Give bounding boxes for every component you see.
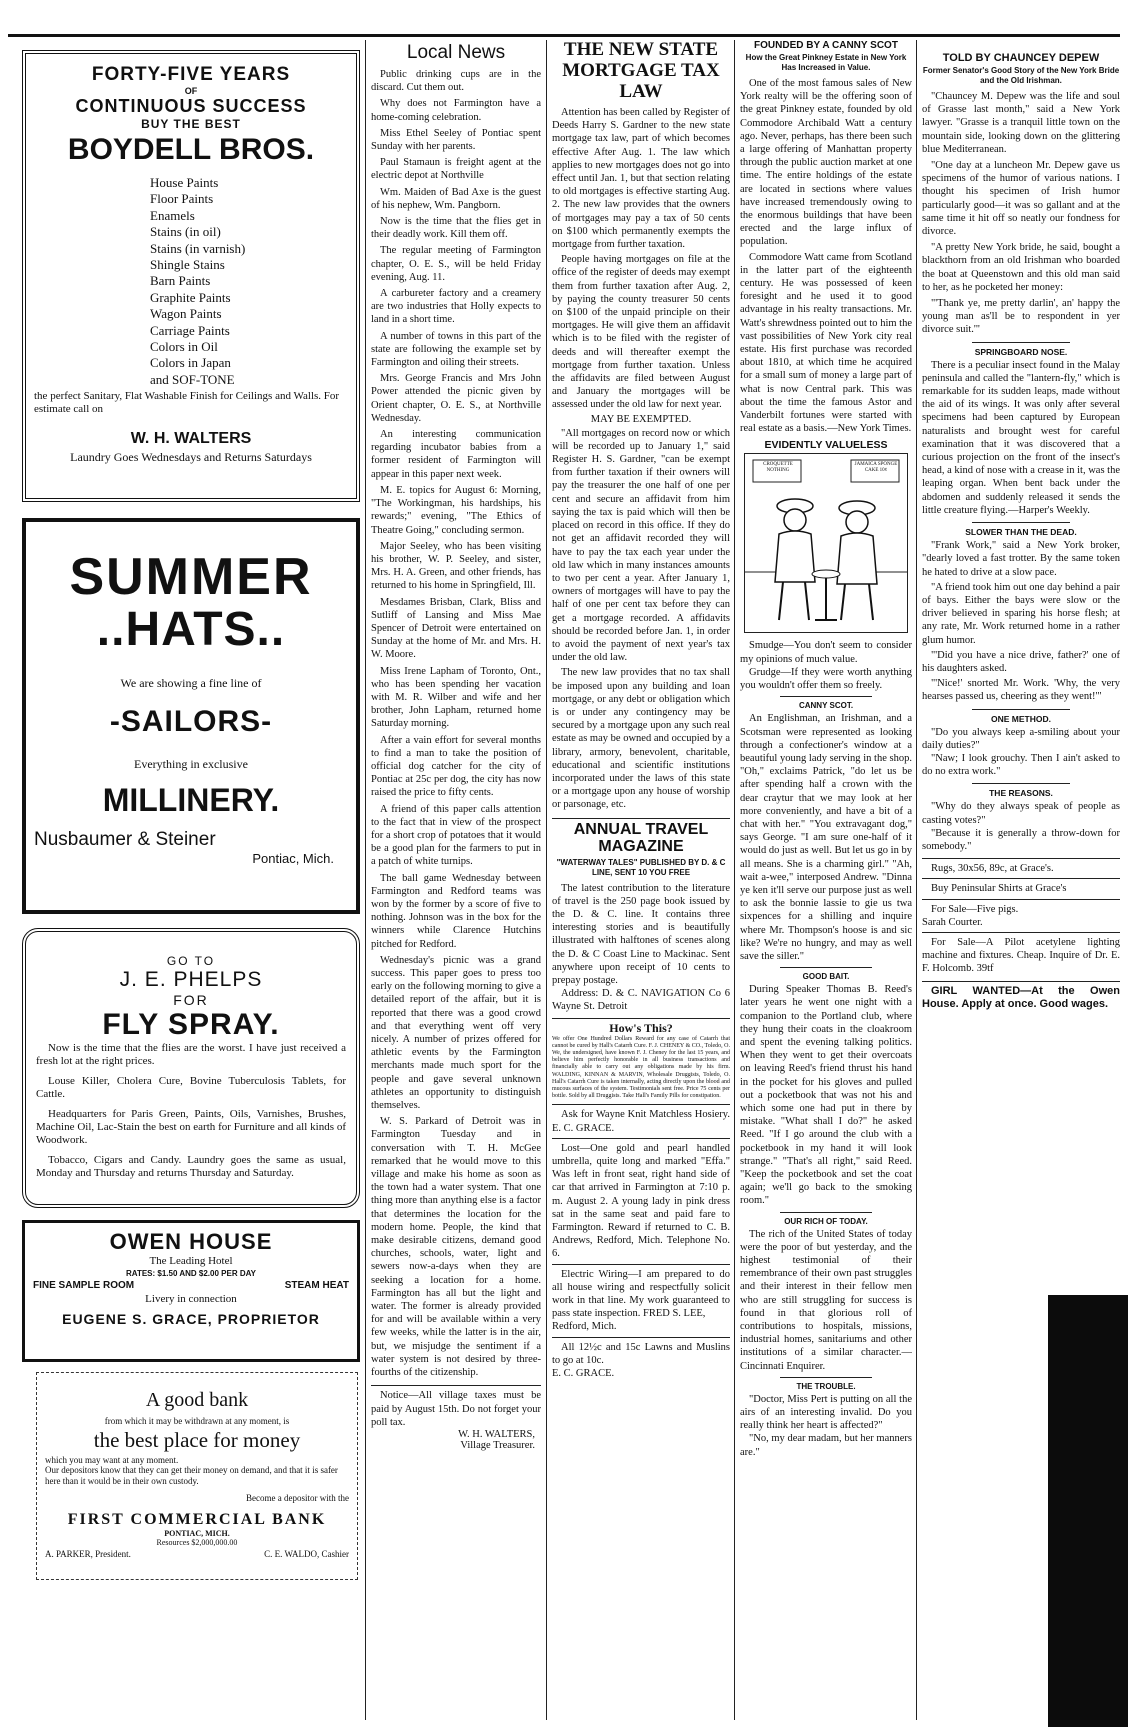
- classified-ad: For Sale—Five pigs. Sarah Courter.: [922, 903, 1019, 928]
- classified-ad: Lost—One gold and pearl handled umbrella, quite long and marked "Effa." Was left in front seat, right hand side of car that arrived in Farmington at 7:10 p. m. August 2. A young lady in pink dress sat in the same seat and paid fare to Farmington. Reward if returned to C. B. Andrews, Redford, Mich. Telephone No. 6.: [552, 1142, 730, 1260]
- article-paragraph: W. S. Parkard of Detroit was in Farmington Tuesday and in conversation with T. H. McGee remarked that he would move to this village and make his home as soon as the town had a water system. That one thing more than anything else is a factor that determines the location for the modern home. People, the kind that make desirable citizens, demand good churches, schools, water, light and sewers now-a-days when they are seeking a location for a home. Farmington has all but the light and water. The former is already provided for and will be available within a very few weeks, while the latter is in the air, but, we misjudge the sentiment if a water system is not desired by three-fourths of the citizenship.: [371, 1116, 541, 1379]
- ad-feature: STEAM HEAT: [284, 1280, 349, 1291]
- local-news-column: [371, 40, 541, 1451]
- article-paragraph: The regular meeting of Farmington chapter, O. E. S., will be held Friday evening, Aug. 11.: [371, 245, 541, 283]
- article-paragraph: Major Seeley, who has been visiting his brother, W. P. Seeley, and sister, Mrs. H. A. Green, and other friends, has returned to his home in Springfield, Ill.: [371, 540, 541, 592]
- article-paragraph: A friend of this paper calls attention to the fact that in view of the prospect for a short crop of potatoes that it would be a good plan for the farmers to put in a patch of white turnips.: [371, 803, 541, 868]
- ad-headline: OWEN HOUSE: [109, 1229, 273, 1254]
- article-body: [740, 77, 912, 435]
- ad-text: from which it may be withdrawn at any moment, is: [104, 1416, 290, 1426]
- list-item: Colors in Japan: [150, 355, 231, 371]
- list-item: Floor Paints: [150, 191, 214, 207]
- cartoon-illustration: [745, 454, 907, 630]
- article-paragraph: "'Thank ye, me pretty darlin', an' happy the young man as'll be to respondent in yer divorce suit.'": [922, 298, 1120, 336]
- article-paragraph: "Why do they always speak of people as casting votes?": [922, 801, 1120, 826]
- classified-ad: Buy Peninsular Shirts at Grace's: [931, 883, 1067, 895]
- list-item: Shingle Stains: [150, 257, 225, 273]
- ad-headline: -SAILORS-: [109, 705, 273, 738]
- dark-scan-area: [1048, 1295, 1128, 1727]
- article-paragraph: "A friend took him out one day behind a pair of bays. Either the bays were slow or the driver believed in sparing his horse flesh; at any rate, Mr. Work returned home in a rather glum humor.: [922, 581, 1120, 646]
- article-headline: GOOD BAIT.: [802, 972, 850, 982]
- article-headline: FOUNDED BY A CANNY SCOT: [754, 40, 898, 51]
- notice-signature: Village Treasurer.: [460, 1439, 535, 1451]
- depew-column: [922, 40, 1120, 1012]
- bank-ad: [36, 1372, 358, 1580]
- article-paragraph: "Chauncey M. Depew was the life and soul of Grasse last month," said a New York lawyer. "Grasse is a tranquil little town on the mountain side, looking down on the glittering blue Mediterranean.: [922, 91, 1120, 155]
- product-list: [34, 175, 348, 388]
- classifieds: [552, 1104, 730, 1380]
- ad-features: [33, 1280, 349, 1291]
- article-paragraph: Smudge—You don't seem to consider my opinions of much value.: [740, 640, 912, 665]
- bank-name: FIRST COMMERCIAL BANK: [67, 1511, 327, 1528]
- article-paragraph: Miss Ethel Seeley of Pontiac spent Sunday with her parents.: [371, 127, 541, 153]
- article-body: [552, 106, 730, 412]
- ad-headline: FORTY-FIVE YEARS: [91, 64, 291, 85]
- ad-headline: BUY THE BEST: [141, 117, 241, 131]
- column-rule: [546, 40, 547, 1720]
- article-paragraph: The latest contribution to the literature of travel is the 250 page book issued by the D. & C. line. It contains three interesting stories and is beautifully illustrated with halftones of scenes along the D. & C Coast Line to Mackinac. Sent anywhere upon receipt of 10 cents to prepay postage.: [552, 882, 730, 986]
- article-headline: MAGAZINE: [598, 837, 684, 855]
- firm-name: Nusbaumer & Steiner: [34, 829, 216, 850]
- article-paragraph: Commodore Watt came from Scotland in the latter part of the eighteenth century. He was possessed of keen foresight and he used it to good advantage in his realty transactions. Mr. Watt's shrewdness pointed out to him the vast possibilities of New York city real estate. His first purchase was recorded about 1810, at which time he acquired for a small sum of money a large part of what is now Central park. This was about the time the famous Astor and Vanderbilt fortunes were started with real estate as a basis.—New York Times.: [740, 251, 912, 435]
- ad-text: Now is the time that the flies are the worst. I have just received a fresh lot at the right prices.: [36, 1042, 346, 1068]
- classified-ad: Rugs, 30x56, 89c, at Grace's.: [931, 863, 1054, 875]
- article-paragraph: The rich of the United States of today were the poor of but yesterday, and the highest testimonial of their remembrance of their own past struggles and their interest in their fellow men who are still struggling for success is found in that glorious roll of contributions to hospitals, missions, industrial homes, sanitariums and other institutions of a similar character.—Cincinnati Enquirer.: [740, 1228, 912, 1372]
- section-title: Local News: [406, 42, 506, 63]
- article-paragraph: Mrs. George Francis and Mrs John Power attended the picnic given by Orient chapter, O. E. S., at Northville Wednesday.: [371, 373, 541, 424]
- article-paragraph: During Speaker Thomas B. Reed's later years he went one night with a companion to the Portland club, where they hung their coats in the cloakroom and spent the evening talking politics. When they went to get their overcoats on leaving Reed's friend thrust his hand in the pocket for his gloves and pulled out a pocketbook that was not his and which some one had put in there by mistake. "What shall I do?" he asked Reed. "If I go around the club with a pocketbook in my hand it will look strange." "That's all right," said Reed. "Keep the pocketbook and set the coat again; we'll go back to the smoking room.": [740, 984, 912, 1207]
- article-headline: SLOWER THAN THE DEAD.: [965, 527, 1077, 538]
- article-paragraph: "All mortgages on record now or which will be recorded up to January 1," said Register H. S. Gardner, "can be exempt from further taxation if their owners will pay the treasurer the one half of one per cent and secure an affidavit from him saying the tax is paid which will then be placed on record in this office. If they do not get an affidavit recorded they will have to pay the tax each year under the old law which in many instances amounts to two per cent a year. After January 1, owners of mortgages will have to pay the half of one per cent tax before they can get a mortgage recorded. A affidavits should be recorded before Jan. 1, in order to avoid the payment of next year's tax under the old law.: [552, 427, 730, 664]
- ad-headline: MILLINERY.: [102, 782, 280, 818]
- notice-signature: W. H. WALTERS,: [458, 1428, 535, 1440]
- mortgage-column: [552, 40, 730, 1380]
- article-headline: THE NEW STATE: [563, 40, 719, 60]
- notice: Notice—All village taxes must be paid by August 15th. Do not forget your poll tax.: [371, 1390, 541, 1428]
- article-paragraph: Wednesday's picnic was a grand success. This paper goes to press too early on the following morning to give a detailed report of the affair, but it is reported that there was a good crowd and that everything went off very nicely. A number of prizes offered for athletic events by the Farmington merchants made much sport for the people and gave several unknown athletes an opportunity to distinguish themselves.: [371, 954, 541, 1112]
- list-item: Wagon Paints: [150, 306, 222, 322]
- ad-headline: J. E. PHELPS: [119, 968, 263, 991]
- canny-scot-column: [740, 40, 912, 1459]
- article-paragraph: We offer One Hundred Dollars Reward for any case of Catarrh that cannot be cured by Hall's Catarrh Cure. F. J. CHENEY & CO., Toledo, O. We, the undersigned, have known F. J. Cheney for the last 15 years, and believe him perfectly honorable in all business transactions and financially able to carry out any obligations made by his firm. WALDING, KINNAN & MARVIN, Wholesale Druggists, Toledo, O. Hall's Catarrh Cure is taken internally, acting directly upon the blood and mucous surfaces of the system. Testimonials sent free. Price 75 cents per bottle. Sold by all Druggists. Take Hall's Family Pills for constipation.: [552, 1035, 730, 1100]
- article-headline: How's This?: [609, 1020, 673, 1035]
- article-paragraph: "'Did you have a nice drive, father?' one of his daughters asked.: [922, 649, 1120, 674]
- article-paragraph: Now is the time that the flies get in their deadly work. Kill them off.: [371, 216, 541, 241]
- ad-text: Our depositors know that they can get their money on demand, and that it is safer here than it would be in their own custody.: [45, 1465, 338, 1486]
- article-headline: ONE METHOD.: [991, 713, 1051, 724]
- list-item: and SOF-TONE: [150, 371, 235, 387]
- ad-text: The Leading Hotel: [149, 1255, 233, 1267]
- article-headline: TOLD BY CHAUNCEY DEPEW: [942, 52, 1100, 64]
- article-paragraph: "No, my dear madam, but her manners are.": [740, 1433, 912, 1458]
- column-rule: [916, 40, 917, 1720]
- article-headline: ANNUAL TRAVEL: [573, 820, 709, 838]
- ad-text: which you may want at any moment.: [45, 1455, 179, 1465]
- ad-text: Livery in connection: [145, 1293, 237, 1305]
- ad-text: Become a depositor with the: [246, 1493, 349, 1503]
- article-paragraph: Public drinking cups are in the discard. Cut them out.: [371, 69, 541, 94]
- bank-president: A. PARKER, President.: [45, 1549, 131, 1559]
- ad-tagline: the perfect Sanitary, Flat Washable Finish for Ceilings and Walls. For estimate call on: [34, 390, 340, 416]
- article-paragraph: An Englishman, an Irishman, and a Scotsman were represented as looking through a confectioner's window at a beautiful young lady serving in the shop. "Oh," exclaims Patrick, "do let us be after spending half a crown with the dear craytur that we may look at her more conveniently, and have a bit of a chat with her." "You extravagant dog," says George. "I am sure one-half of it would do just as well. But let us go in by all means. She is a charming girl." "Ah, wait a-wee," interposed Andrew. "Dinna ye ken it'll serve our purpose just as well to ask the bonnie lassie to gie us twa sixpences for a shilling and inquire where Mr. Thompson's hoose is and sic like? We're no hungry, and may as well save the siller.": [740, 713, 912, 962]
- article-paragraph: People having mortgages on file at the office of the register of deeds may exempt them from further taxation after Aug. 2, by paying the county treasurer 50 cents on $100 of the unpaid principle on their mortgages. He will give them an affidavit which is to be filed with the register of deeds and will thereafter exempt the mortgage from further taxation. Unless the affidavits are filed between August and January the mortgages will be assessed under the old law for next year.: [552, 254, 730, 411]
- list-item: Stains (in varnish): [150, 240, 246, 256]
- bank-cashier: C. E. WALDO, Cashier: [264, 1549, 349, 1559]
- ad-text: Everything in exclusive: [134, 757, 248, 771]
- dealer-name: W. H. WALTERS: [130, 430, 252, 448]
- article-subhead: Former Senator's Good Story of the New York Bride and the Old Irishman.: [922, 66, 1120, 85]
- article-paragraph: Paul Stamaun is freight agent at the electric depot at Northville: [371, 157, 541, 182]
- classified-ad: All 12½c and 15c Lawns and Muslins to go at 10c. E. C. GRACE.: [552, 1341, 730, 1380]
- article-paragraph: There is a peculiar insect found in the Malay peninsula and called the "lantern-fly," which is remarkable for its sudden leaps, made without the aid of its wings. It was only after several specimens had been captured by European naturalists and brought west for careful examination that it was discovered that a curious projection on the front of the insect's head, a kind of nose with a crease in it, was the leaping organ. When bent back under the abdomen and suddenly released it sends the little creature flying.—Harper's Weekly.: [922, 359, 1120, 516]
- ad-text: Louse Killer, Cholera Cure, Bovine Tuberculosis Tablets, for Cattle.: [36, 1074, 346, 1101]
- cartoon-title: EVIDENTLY VALUELESS: [764, 439, 888, 452]
- article-headline: CANNY SCOT.: [798, 701, 854, 711]
- list-item: Graphite Paints: [150, 289, 231, 305]
- ad-text: FOR: [173, 992, 209, 1008]
- article-paragraph: Why does not Farmington have a home-coming celebration.: [371, 98, 541, 123]
- ad-headline: SUMMER: [69, 548, 313, 606]
- article-paragraph: An interesting communication regarding incubator babies from a former resident of Farmington will appear in this paper next week.: [371, 429, 541, 480]
- article-headline: SPRINGBOARD NOSE.: [974, 346, 1068, 357]
- ad-text: We are showing a fine line of: [120, 676, 262, 690]
- article-paragraph: The ball game Wednesday between Farmington and Redford teams was won by the former by a score of five to nothing. Johnson was in the box for the winners while Clarence Hutchins pitched for Redford.: [371, 872, 541, 950]
- ad-headline: FLY SPRAY.: [102, 1008, 280, 1041]
- bank-resources: Resources $2,000,000.00: [156, 1538, 238, 1547]
- ad-footer: Laundry Goes Wednesdays and Returns Saturdays: [70, 450, 312, 465]
- firm-city: Pontiac, Mich.: [252, 851, 334, 866]
- article-paragraph: A carbureter factory and a creamery are two industries that Holly expects to land in a short time.: [371, 288, 541, 326]
- article-subhead: MAY BE EXEMPTED.: [590, 413, 692, 425]
- article-paragraph: Address: D. & C. NAVIGATION Co 6 Wayne St. Detroit: [552, 988, 730, 1013]
- help-wanted: GIRL WANTED—At the Owen House. Apply at once. Good wages.: [922, 984, 1120, 1011]
- classified-ad: For Sale—A Pilot acetylene lighting machine and fixtures. Cheap. Inquire of Dr. E. F. Holcomb. 39tf: [922, 936, 1120, 975]
- ad-headline: OF: [184, 86, 198, 96]
- article-paragraph: "Naw; I look grouchy. Then I ain't asked to do no extra work.": [922, 752, 1120, 778]
- article-subhead: How the Great Pinkney Estate in New York Has Increased in Value.: [745, 53, 907, 72]
- article-body: [552, 427, 730, 812]
- article-paragraph: Grudge—If they were worth anything you wouldn't offer them so freely.: [740, 666, 912, 692]
- ad-feature: FINE SAMPLE ROOM: [33, 1280, 135, 1291]
- article-headline: MORTGAGE TAX LAW: [562, 60, 720, 102]
- article-paragraph: Attention has been called by Register of Deeds Harry S. Gardner to the new state mortgage tax law, part of which becomes effective After Aug. 1. The law which applies to new mortgages does not go into effect until Jan. 1, but that section relating to old mortgages is effective starting Aug. 2. The new law provides that the owners of mortgages may pay a tax of 50 cents on $100 which permanently exempts the mortgage from further taxation.: [552, 107, 730, 251]
- article-paragraph: One of the most famous sales of New York realty will be the offering soon of the great Pinkney estate, founded by old Commodore Archibald Watt a century ago. Never, perhaps, has there been such a large offering of Manhattan property through the public auction market at one time. The entire holdings of the estate are located in sections where values have increased tremendously owing to the enormous buildings that have been erected and the large influx of population.: [740, 78, 912, 248]
- cartoon: [744, 453, 908, 633]
- classified-ad: Electric Wiring—I am prepared to do all house wiring and respectfully solicit work in that line. My work guaranteed to pass state inspection. FRED S. LEE, Redford, Mich.: [552, 1268, 730, 1333]
- article-paragraph: A number of towns in this part of the state are following the example set by Farmington and oiling their streets.: [371, 330, 541, 369]
- article-headline: OUR RICH OF TODAY.: [784, 1216, 868, 1226]
- article-paragraph: After a vain effort for several months to find a man to take the position of official dog catcher for the city of Pontiac at 25c per dog, the city has now raised the price to fifty cents.: [371, 734, 541, 799]
- list-item: Enamels: [150, 207, 195, 223]
- ad-headline: the best place for money: [93, 1428, 301, 1452]
- article-paragraph: Mesdames Brisban, Clark, Bliss and Sutliff of Lansing and Miss Mae Spencer of Detroit were entertained on Sunday at the home of Mr. and Mrs. H. W. Moore.: [371, 596, 541, 661]
- masthead-rule: [8, 34, 1120, 37]
- ad-text: GO TO: [166, 954, 216, 968]
- list-item: Colors in Oil: [150, 339, 218, 355]
- proprietor: EUGENE S. GRACE, PROPRIETOR: [62, 1311, 320, 1327]
- ad-text: Headquarters for Paris Green, Paints, Oils, Varnishes, Brushes, Machine Oil, Lac-Stain the best on earth for Furniture and all kinds of Woodwork.: [36, 1107, 346, 1147]
- hats-ad: [22, 518, 360, 914]
- article-paragraph: "Because it is generally a throw-down for somebody.": [922, 827, 1120, 852]
- classifieds: [922, 858, 1120, 975]
- column-rule: [365, 40, 366, 1720]
- list-item: Stains (in oil): [150, 224, 221, 240]
- article-paragraph: M. E. topics for August 6: Morning, "The Workingman, his hardships, his rewards;" evening, "The Ethics of Theatre Going," concluding sermon.: [371, 484, 541, 536]
- article-paragraph: Miss Irene Lapham of Toronto, Ont., who has been spending her vacation with M. R. Wilber and wife and her brother, John Lapham, returned home Saturday morning.: [371, 665, 541, 730]
- bank-officers: [45, 1549, 349, 1559]
- article-headline: THE REASONS.: [989, 788, 1053, 799]
- article-paragraph: "A pretty New York bride, he said, bought a blackthorn from an old Irishman who boarded the boat at Queenstown and this old man said to her, as he pocketed her money:: [922, 242, 1120, 293]
- ad-text: RATES: $1.50 AND $2.00 PER DAY: [126, 1269, 256, 1278]
- article-paragraph: "One day at a luncheon Mr. Depew gave us specimens of the humor of various nations. I thought his specimen of Irish humor particularly good—it was so gallant and at the same time it hit off so neatly our fondness for divorce.: [922, 160, 1120, 238]
- article-paragraph: Wm. Maiden of Bad Axe is the guest of his nephew, Wm. Pangborn.: [371, 186, 541, 211]
- brand-name: BOYDELL BROS.: [67, 133, 315, 166]
- cartoon-sign: CROQUETTE NOTHING: [763, 462, 793, 474]
- article-paragraph: "Doctor, Miss Pert is putting on all the airs of an interesting invalid. Do you really think her heart is affected?": [740, 1393, 912, 1432]
- article-body: [922, 90, 1120, 337]
- article-body: [371, 68, 541, 1379]
- bank-city: PONTIAC, MICH.: [164, 1529, 230, 1538]
- classified-ad: Ask for Wayne Knit Matchless Hosiery. E. C. GRACE.: [552, 1109, 730, 1134]
- article-paragraph: "Frank Work," said a New York broker, "dearly loved a fast trotter. By the same token he hated to drive at a slow pace.: [922, 540, 1120, 578]
- list-item: House Paints: [150, 175, 219, 190]
- ad-headline: ..HATS..: [96, 603, 286, 656]
- article-headline: THE TROUBLE.: [796, 1381, 856, 1391]
- ad-headline: A good bank: [145, 1389, 249, 1411]
- article-paragraph: The new law provides that no tax shall be imposed upon any building and loan mortgage, or any debt or obligation which is or under any contingency may be secured by a mortgage upon any such real estate as may be owned and occupied by a library, armory, benevolent, charitable, educational and scientific institutions incorporated under the laws of this state or a mortgage upon any house of worship or parsonage, etc.: [552, 667, 730, 811]
- article-body: [922, 539, 1120, 703]
- boydell-ad: [22, 50, 360, 502]
- ad-headline: CONTINUOUS SUCCESS: [75, 96, 307, 116]
- owen-house-ad: [22, 1220, 360, 1362]
- cartoon-sign: JAMAICA SPONGE CAKE 10¢: [854, 462, 898, 474]
- article-subhead: "WATERWAY TALES" PUBLISHED BY D. & C LINE, SENT 10 YOU FREE: [556, 857, 726, 877]
- phelps-ad: [22, 928, 360, 1208]
- article-paragraph: "Do you always keep a-smiling about your daily duties?": [922, 726, 1120, 751]
- article-paragraph: "'Nice!' snorted Mr. Work. 'Why, the very hearses passed us, cheering as they went!'": [922, 678, 1120, 703]
- list-item: Carriage Paints: [150, 322, 230, 338]
- list-item: Barn Paints: [150, 273, 211, 289]
- ad-text: Tobacco, Cigars and Candy. Laundry goes the same as usual, Monday and Thursday and returns Thursday and Saturday.: [36, 1153, 346, 1180]
- column-rule: [734, 40, 735, 1720]
